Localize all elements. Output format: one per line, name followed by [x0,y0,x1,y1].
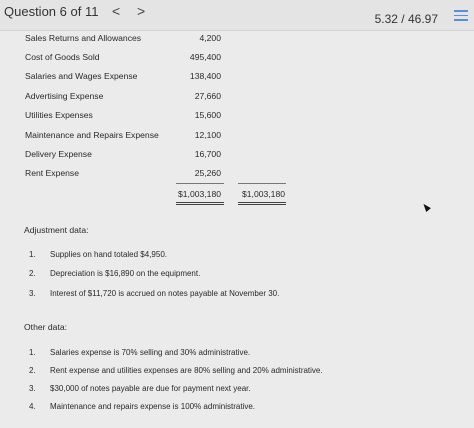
account-name: Advertising Expense [25,91,104,101]
table-row [0,168,474,184]
account-name: Delivery Expense [25,149,92,159]
other-data-title: Other data: [24,322,67,332]
account-name: Rent Expense [25,168,79,178]
item-text: $30,000 of notes payable are due for payment next year. [50,384,251,393]
table-row [0,110,474,126]
debit-total: $1,003,180 [178,189,222,199]
account-amount: 15,600 [194,110,221,120]
account-name: Utilities Expenses [25,110,93,120]
debit-underline [176,183,224,184]
item-number: 2. [29,269,36,278]
mouse-cursor-icon [421,202,431,212]
debit-double-underline [176,202,224,205]
table-row [0,52,474,68]
credit-double-underline [238,202,286,205]
item-text: Interest of $11,720 is accrued on notes payable at November 30. [50,289,280,298]
item-text: Supplies on hand totaled $4,950. [50,250,167,259]
account-amount: 25,260 [194,168,221,178]
table-row [0,130,474,146]
account-name: Salaries and Wages Expense [25,71,138,81]
account-name: Sales Returns and Allowances [25,33,142,43]
list-icon[interactable] [454,10,468,22]
account-amount: 138,400 [189,71,221,81]
account-amount: 12,100 [194,130,221,140]
next-question-button[interactable]: > [137,3,146,19]
account-name: Maintenance and Repairs Expense [25,130,159,140]
account-amount: 495,400 [189,52,221,62]
table-row [0,71,474,87]
account-amount: 16,700 [194,149,221,159]
item-text: Salaries expense is 70% selling and 30% administrative. [50,348,251,357]
item-number: 2. [29,366,36,375]
account-amount: 4,200 [199,33,221,43]
item-text: Rent expense and utilities expenses are 80% selling and 20% administrative. [50,366,323,375]
table-row [0,91,474,107]
score-display: 5.32 / 46.97 [374,12,438,26]
item-number: 1. [29,250,36,259]
question-title: Question 6 of 11 [4,4,99,19]
item-number: 3. [29,384,36,393]
item-number: 3. [29,289,36,298]
item-number: 4. [29,402,36,411]
adjustment-data-title: Adjustment data: [24,225,89,235]
table-row [0,33,474,49]
prev-question-button[interactable]: < [112,3,121,19]
table-row [0,149,474,165]
credit-total: $1,003,180 [242,189,286,199]
account-amount: 27,660 [194,91,221,101]
item-text: Maintenance and repairs expense is 100% administrative. [50,402,256,411]
question-header [0,0,474,31]
credit-underline [238,183,286,184]
account-name: Cost of Goods Sold [25,52,100,62]
item-number: 1. [29,348,36,357]
item-text: Depreciation is $16,890 on the equipment. [50,269,201,278]
